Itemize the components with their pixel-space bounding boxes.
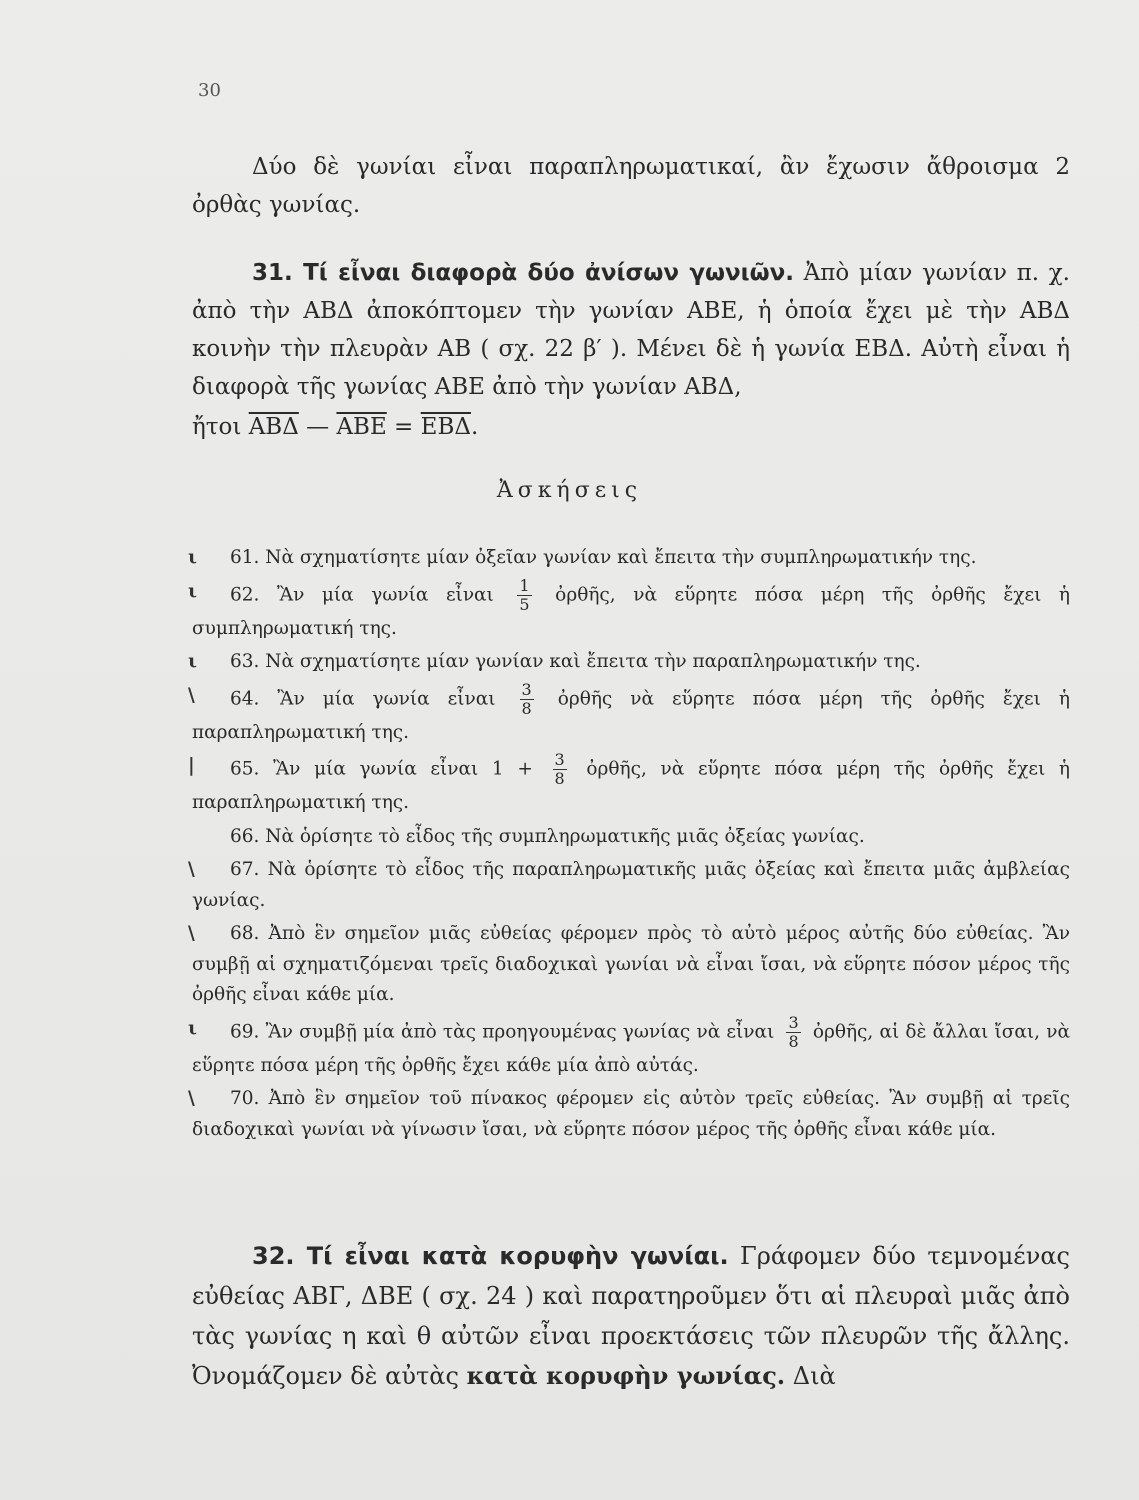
margin-mark: \ [188, 684, 195, 706]
margin-mark: | [188, 755, 195, 776]
exercise-text: ὀρθῆς νὰ εὕρητε πόσα μέρη τῆς ὀρθῆς ἔχει ἡ παραπληρωματική της. [192, 688, 1070, 743]
margin-mark: ι [188, 651, 197, 672]
section-32-bold-term: κατὰ κορυφὴν γωνίας. [466, 1361, 786, 1390]
section-31-paragraph [192, 254, 1070, 406]
fraction-denominator: 5 [519, 594, 530, 614]
section-31-body: Ἀπὸ μίαν γωνίαν π. χ. ἀπὸ τὴν ΑΒΔ ἀποκόπτομεν τὴν γωνίαν ΑΒΕ, ἡ ὁποία ἔχει μὲ τὴν ΑΒΔ κοινὴν τὴν πλευρὰν ΑΒ ( σχ. 22 β′ ). Μένει δὲ ἡ γωνία ΕΒΔ. Αὐτὴ εἶναι ἡ διαφορὰ τῆς γωνίας ΑΒΕ ἀπὸ τὴν γωνίαν ΑΒΔ, [192, 260, 1070, 400]
exercise-text: 61. Νὰ σχηματίσητε μίαν ὀξεῖαν γωνίαν καὶ ἔπειτα τὴν συμπληρωματικήν της. [230, 547, 977, 568]
angle-difference-formula [192, 408, 1070, 446]
fraction-denominator: 8 [554, 769, 565, 788]
fraction [520, 681, 534, 718]
exercise-item [188, 750, 1070, 819]
margin-mark: \ [188, 923, 195, 944]
exercise-text: 65. Ἂν μία γωνία εἶναι 1 + [230, 758, 547, 780]
exercise-text: 70. Ἀπὸ ἓν σημεῖον τοῦ πίνακος φέρομεν εἰς αὐτὸν τρεῖς εὐθείας. Ἂν συμβῇ αἱ τρεῖς διαδοχικαὶ γωνίαι νὰ γίνωσιν ἴσαι, νὰ εὕρητε πόσον μέρος τῆς ὀρθῆς εἶναι κάθε μία. [192, 1088, 1070, 1140]
formula-equals: = [386, 414, 421, 440]
exercises-title: Ἀσκήσεις [496, 478, 643, 503]
exercise-text: 63. Νὰ σχηματίσητε μίαν γωνίαν καὶ ἔπειτα τὴν παραπληρωματικήν της. [230, 651, 921, 672]
section-32 [192, 1236, 1070, 1396]
exercise-item [188, 543, 1070, 574]
exercise-text: ὀρθῆς, νὰ εὕρητε πόσα μέρη τῆς ὀρθῆς ἔχει ἡ συμπληρωματική της. [192, 584, 1070, 639]
exercise-text: ὀρθῆς, νὰ εὕρητε πόσα μέρη τῆς ὀρθῆς ἔχει ἡ παραπληρωματική της. [192, 758, 1070, 813]
section-32-tail: Διὰ [785, 1362, 836, 1390]
fraction [786, 1014, 800, 1051]
section-32-heading: 32. Τί εἶναι κατὰ κορυφὴν γωνίαι. [252, 1242, 729, 1270]
angle-abd: $\overline{AB\Delta}$ [248, 414, 299, 440]
exercise-item [188, 1012, 1070, 1082]
margin-mark: ι [188, 547, 197, 568]
section-32-paragraph [192, 1236, 1070, 1396]
exercise-text: 66. Νὰ ὁρίσητε τὸ εἶδος τῆς συμπληρωματικῆς μιᾶς ὀξείας γωνίας. [230, 825, 865, 847]
fraction-numerator: 3 [554, 750, 565, 769]
exercise-item [192, 822, 1070, 853]
margin-mark: ι [188, 1017, 197, 1039]
margin-mark: ι [188, 580, 197, 602]
section-32-body: Γράφομεν δύο τεμνομένας εὐθείας ΑΒΓ, ΔΒΕ ( σχ. 24 ) καὶ παρατηροῦμεν ὅτι αἱ πλευραὶ μιᾶς ἀπὸ τὰς γωνίας η καὶ θ αὐτῶν εἶναι προεκτάσεις τῶν πλευρῶν τῆς ἄλλης. Ὀνομάζομεν δὲ αὐτὰς [192, 1242, 1070, 1390]
fraction-denominator: 8 [521, 698, 532, 718]
exercise-text: ὀρθῆς, αἱ δὲ ἄλλαι ἴσαι, νὰ εὕρητε πόσα μέρη τῆς ὀρθῆς ἔχει κάθε μία ἀπὸ αὐτάς. [192, 1021, 1070, 1076]
formula-minus: — [298, 414, 337, 440]
formula-prefix: ἤτοι [192, 414, 249, 440]
paragraph-text: Δύο δὲ γωνίαι εἶναι παραπληρωματικαί, ἂν ἔχωσιν ἄθροισμα 2 ὀρθὰς γωνίας. [192, 154, 1070, 218]
margin-mark: \ [188, 1088, 195, 1109]
exercise-item [188, 919, 1070, 1011]
exercise-item [188, 647, 1070, 678]
exercise-item [188, 1084, 1070, 1145]
exercise-text: 64. Ἂν μία γωνία εἶναι [230, 688, 514, 709]
fraction-denominator: 8 [788, 1031, 799, 1051]
fraction [517, 577, 531, 614]
fraction-numerator: 1 [519, 575, 530, 595]
exercise-item [188, 575, 1070, 645]
exercise-text: 68. Ἀπὸ ἓν σημεῖον μιᾶς εὐθείας φέρομεν πρὸς τὸ αὐτὸ μέρος αὐτῆς δύο εὐθείας. Ἂν συμβῇ αἱ σχηματιζόμεναι τρεῖς διαδοχικαὶ γωνίαι νὰ εἶναι ἴσαι, νὰ εὕρητε πόσον μέρος τῆς ὀρθῆς εἶναι κάθε μία. [192, 923, 1070, 1005]
margin-mark: \ [188, 859, 195, 880]
fraction-numerator: 3 [521, 679, 532, 699]
exercises-list [188, 543, 1070, 1148]
section-31 [192, 254, 1070, 446]
angle-ebd: $\overline{EB\Delta}$ [420, 414, 471, 440]
exercise-item [188, 679, 1070, 749]
exercise-text: 62. Ἂν μία γωνία εἶναι [230, 584, 512, 605]
angle-abe: $\overline{ABE}$ [336, 414, 387, 440]
exercise-item [188, 855, 1070, 916]
section-31-heading: 31. Τί εἶναι διαφορὰ δύο ἀνίσων γωνιῶν. [252, 260, 795, 286]
exercise-text: 67. Νὰ ὁρίσητε τὸ εἶδος τῆς παραπληρωματικῆς μιᾶς ὀξείας καὶ ἔπειτα μιᾶς ἀμβλείας γωνίας. [192, 859, 1070, 911]
fraction-numerator: 3 [788, 1012, 799, 1032]
formula-end: . [470, 414, 479, 440]
fraction [553, 751, 567, 788]
page-number: 30 [198, 80, 221, 101]
paragraph-supplementary-definition [192, 148, 1070, 224]
exercise-text: 69. Ἂν συμβῇ μία ἀπὸ τὰς προηγουμένας γωνίας νὰ εἶναι [230, 1021, 781, 1042]
